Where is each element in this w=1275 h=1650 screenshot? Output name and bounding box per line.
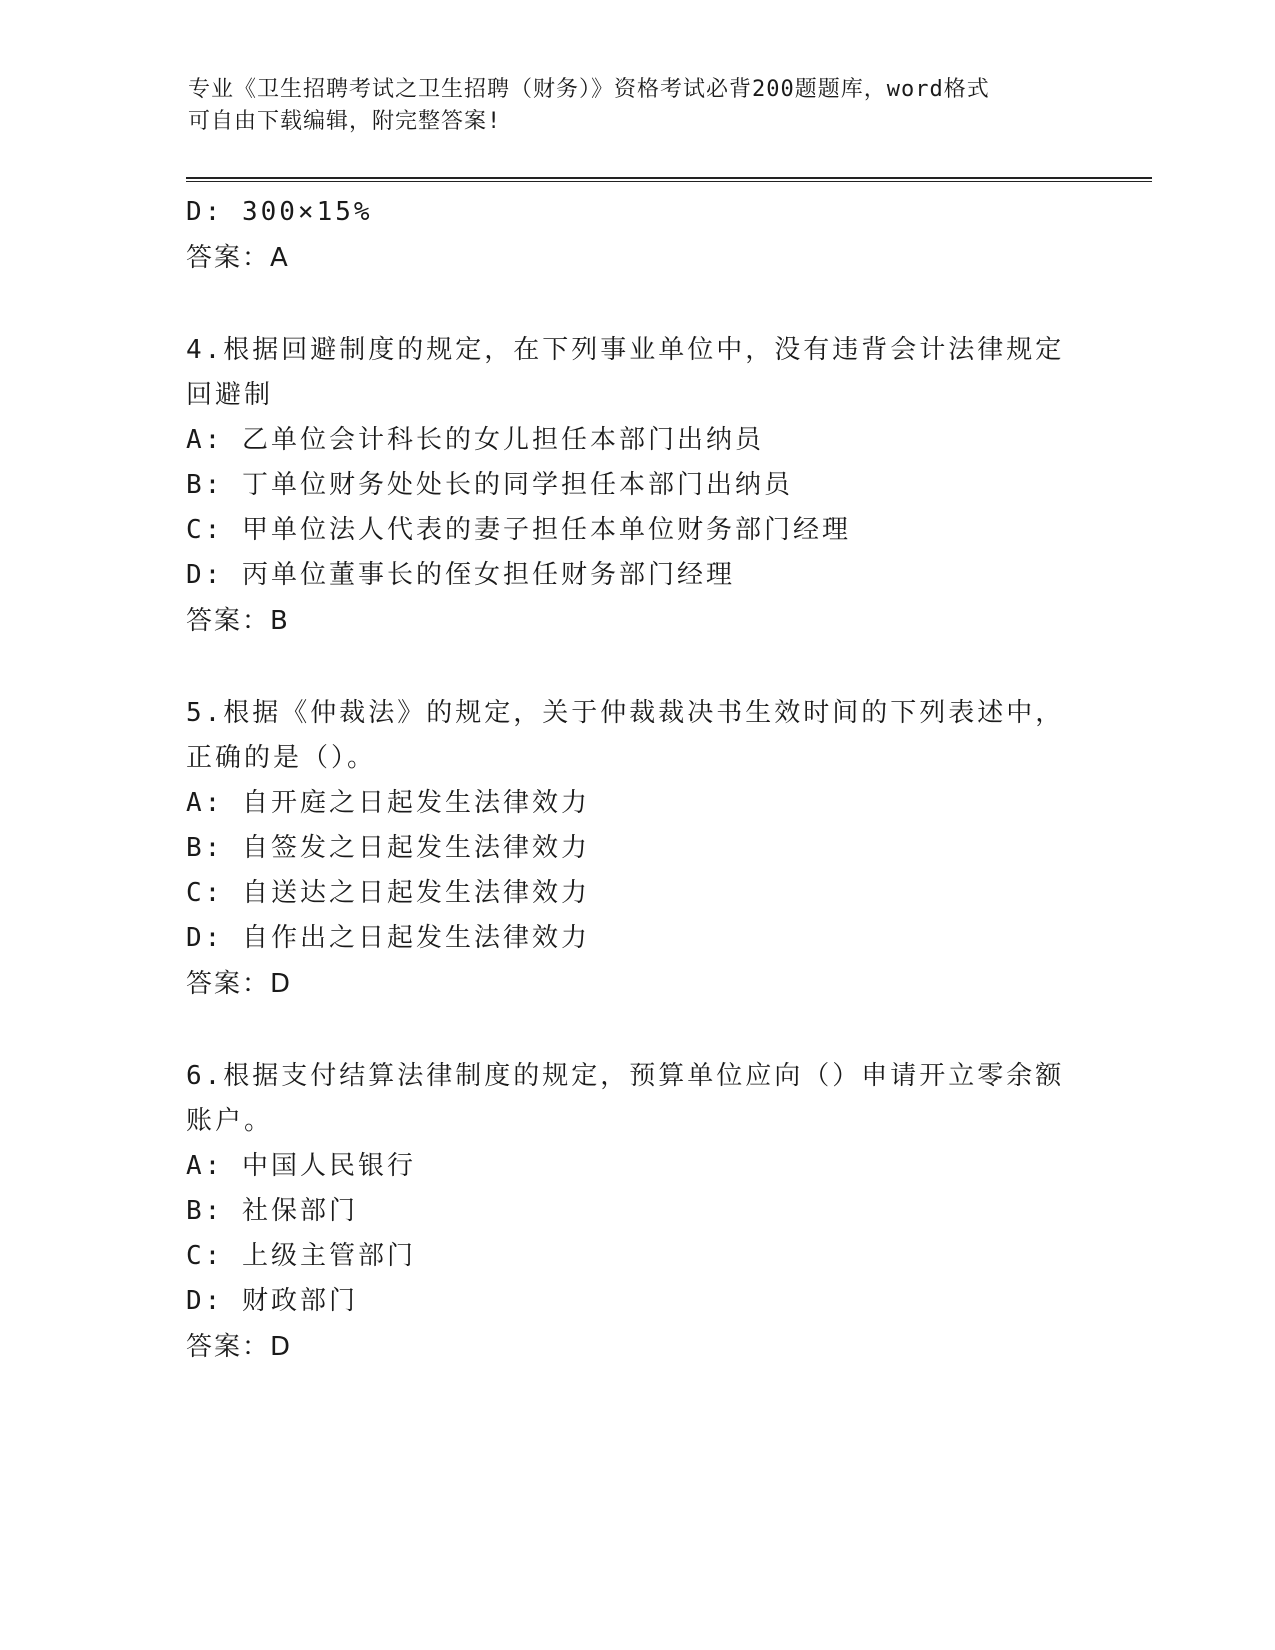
question-stem: 6.根据支付结算法律制度的规定，预算单位应向（）申请开立零余额 账户。 <box>186 1061 1065 1136</box>
option-c: C: 上级主管部门 <box>186 1241 416 1271</box>
option-a: A: 乙单位会计科长的女儿担任本部门出纳员 <box>186 425 764 455</box>
option-d: D: 自作出之日起发生法律效力 <box>186 923 590 953</box>
answer: 答案：D <box>186 969 293 999</box>
option-d: D: 丙单位董事长的侄女担任财务部门经理 <box>186 560 735 590</box>
header-line-2: 可自由下载编辑，附完整答案! <box>188 109 502 134</box>
option-c: C: 自送达之日起发生法律效力 <box>186 878 590 908</box>
question-5 <box>186 691 1086 1007</box>
answer: 答案：A <box>186 243 290 273</box>
option-a: A: 自开庭之日起发生法律效力 <box>186 788 590 818</box>
question-stem: 4.根据回避制度的规定，在下列事业单位中，没有违背会计法律规定 回避制 <box>186 335 1065 410</box>
question-list <box>186 190 1086 1370</box>
document-header <box>188 74 1088 138</box>
question-stem: 5.根据《仲裁法》的规定，关于仲裁裁决书生效时间的下列表述中， 正确的是（）。 <box>186 698 1065 773</box>
question-6 <box>186 1054 1086 1370</box>
option-c: C: 甲单位法人代表的妻子担任本单位财务部门经理 <box>186 515 851 545</box>
option-d: D: 财政部门 <box>186 1286 358 1316</box>
option-b: B: 自签发之日起发生法律效力 <box>186 833 590 863</box>
answer: 答案：D <box>186 1332 293 1362</box>
option-a: A: 中国人民银行 <box>186 1151 416 1181</box>
option-b: B: 社保部门 <box>186 1196 358 1226</box>
option-b: B: 丁单位财务处处长的同学担任本部门出纳员 <box>186 470 793 500</box>
option-d: D: 300×15% <box>186 197 373 227</box>
header-line-1: 专业《卫生招聘考试之卫生招聘（财务）》资格考试必背200题题库，word格式 <box>188 77 990 102</box>
answer: 答案：B <box>186 606 290 636</box>
header-divider <box>186 177 1152 182</box>
question-4 <box>186 328 1086 644</box>
question-3-tail <box>186 190 1086 281</box>
